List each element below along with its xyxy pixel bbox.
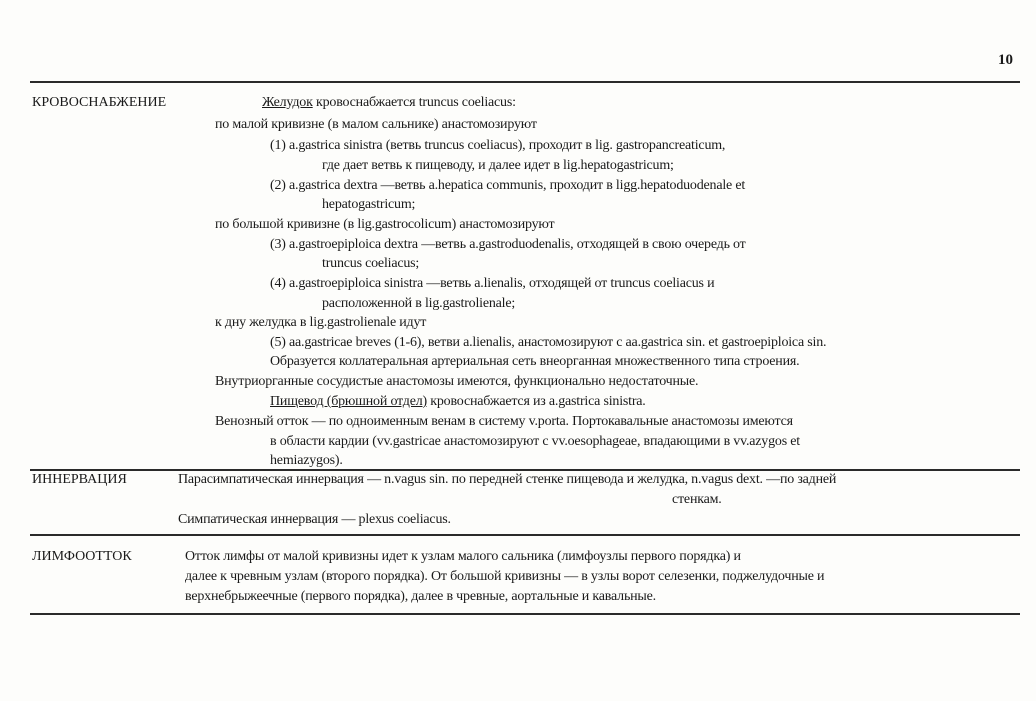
text-line: Симпатическая иннервация — plexus coeliacus. bbox=[178, 512, 451, 527]
underlined-term: Желудок bbox=[262, 95, 313, 110]
text-line: по малой кривизне (в малом сальнике) анастомозируют bbox=[215, 117, 537, 132]
text-line: (2) a.gastrica dextra —ветвь a.hepatica communis, проходит в ligg.hepatoduodenale et bbox=[270, 178, 746, 193]
text-line: далее к чревным узлам (второго порядка). От большой кривизны — в узлы ворот селезенки, поджелудочные и bbox=[185, 569, 825, 584]
text-line: расположенной в lig.gastrolienale; bbox=[322, 296, 516, 311]
divider bbox=[30, 613, 1020, 615]
text-line: верхнебрыжеечные (первого порядка), далее в чревные, аортальные и кавальные. bbox=[185, 589, 656, 604]
text-line: (5) aa.gastricae breves (1-6), ветви a.lienalis, анастомозируют с aa.gastrica sin. et gastroepiploica sin. bbox=[270, 335, 827, 350]
intro-text: кровоснабжается truncus coeliacus: bbox=[312, 95, 516, 110]
text-line: Образуется коллатеральная артериальная сеть внеорганная множественного типа строения. bbox=[270, 354, 800, 369]
text-line: truncus coeliacus; bbox=[322, 256, 420, 271]
page-number: 10 bbox=[998, 52, 1013, 68]
section-heading-lymph: ЛИМФООТТОК bbox=[32, 549, 132, 564]
section-heading-blood-supply: КРОВОСНАБЖЕНИЕ bbox=[32, 95, 167, 110]
text-line: к дну желудка в lig.gastrolienale идут bbox=[215, 315, 427, 330]
divider bbox=[30, 534, 1020, 536]
text-line: Внутриорганные сосудистые анастомозы имеются, функционально недостаточные. bbox=[215, 374, 699, 389]
text-line: hepatogastricum; bbox=[322, 197, 416, 212]
divider bbox=[30, 81, 1020, 83]
esophagus-line bbox=[270, 393, 646, 411]
blood-supply-intro bbox=[262, 94, 516, 112]
text-line: hemiazygos). bbox=[270, 453, 343, 468]
section-heading-innervation: ИННЕРВАЦИЯ bbox=[32, 472, 127, 487]
text-line: Парасимпатическая иннервация — n.vagus sin. по передней стенке пищевода и желудка, n.vagus dext. —по задней bbox=[178, 472, 837, 487]
text-line: (1) a.gastrica sinistra (ветвь truncus coeliacus), проходит в lig. gastropancreaticum, bbox=[270, 138, 726, 153]
text-line: Венозный отток — по одноименным венам в систему v.porta. Портокавальные анастомозы имеются bbox=[215, 414, 793, 429]
esophagus-text: кровоснабжается из a.gastrica sinistra. bbox=[426, 394, 646, 409]
underlined-term: Пищевод (брюшной отдел) bbox=[270, 394, 427, 409]
text-line: по большой кривизне (в lig.gastrocolicum) анастомозируют bbox=[215, 217, 555, 232]
text-line: (3) a.gastroepiploica dextra —ветвь a.gastroduodenalis, отходящей в свою очередь от bbox=[270, 237, 746, 252]
text-line: (4) a.gastroepiploica sinistra —ветвь a.lienalis, отходящей от truncus coeliacus и bbox=[270, 276, 715, 291]
text-line: где дает ветвь к пищеводу, и далее идет в lig.hepatogastricum; bbox=[322, 158, 674, 173]
text-line: Отток лимфы от малой кривизны идет к узлам малого сальника (лимфоузлы первого порядка) и bbox=[185, 549, 741, 564]
text-line: в области кардии (vv.gastricae анастомозируют с vv.oesophageae, впадающими в vv.azygos et bbox=[270, 434, 800, 449]
text-line: стенкам. bbox=[672, 492, 722, 507]
